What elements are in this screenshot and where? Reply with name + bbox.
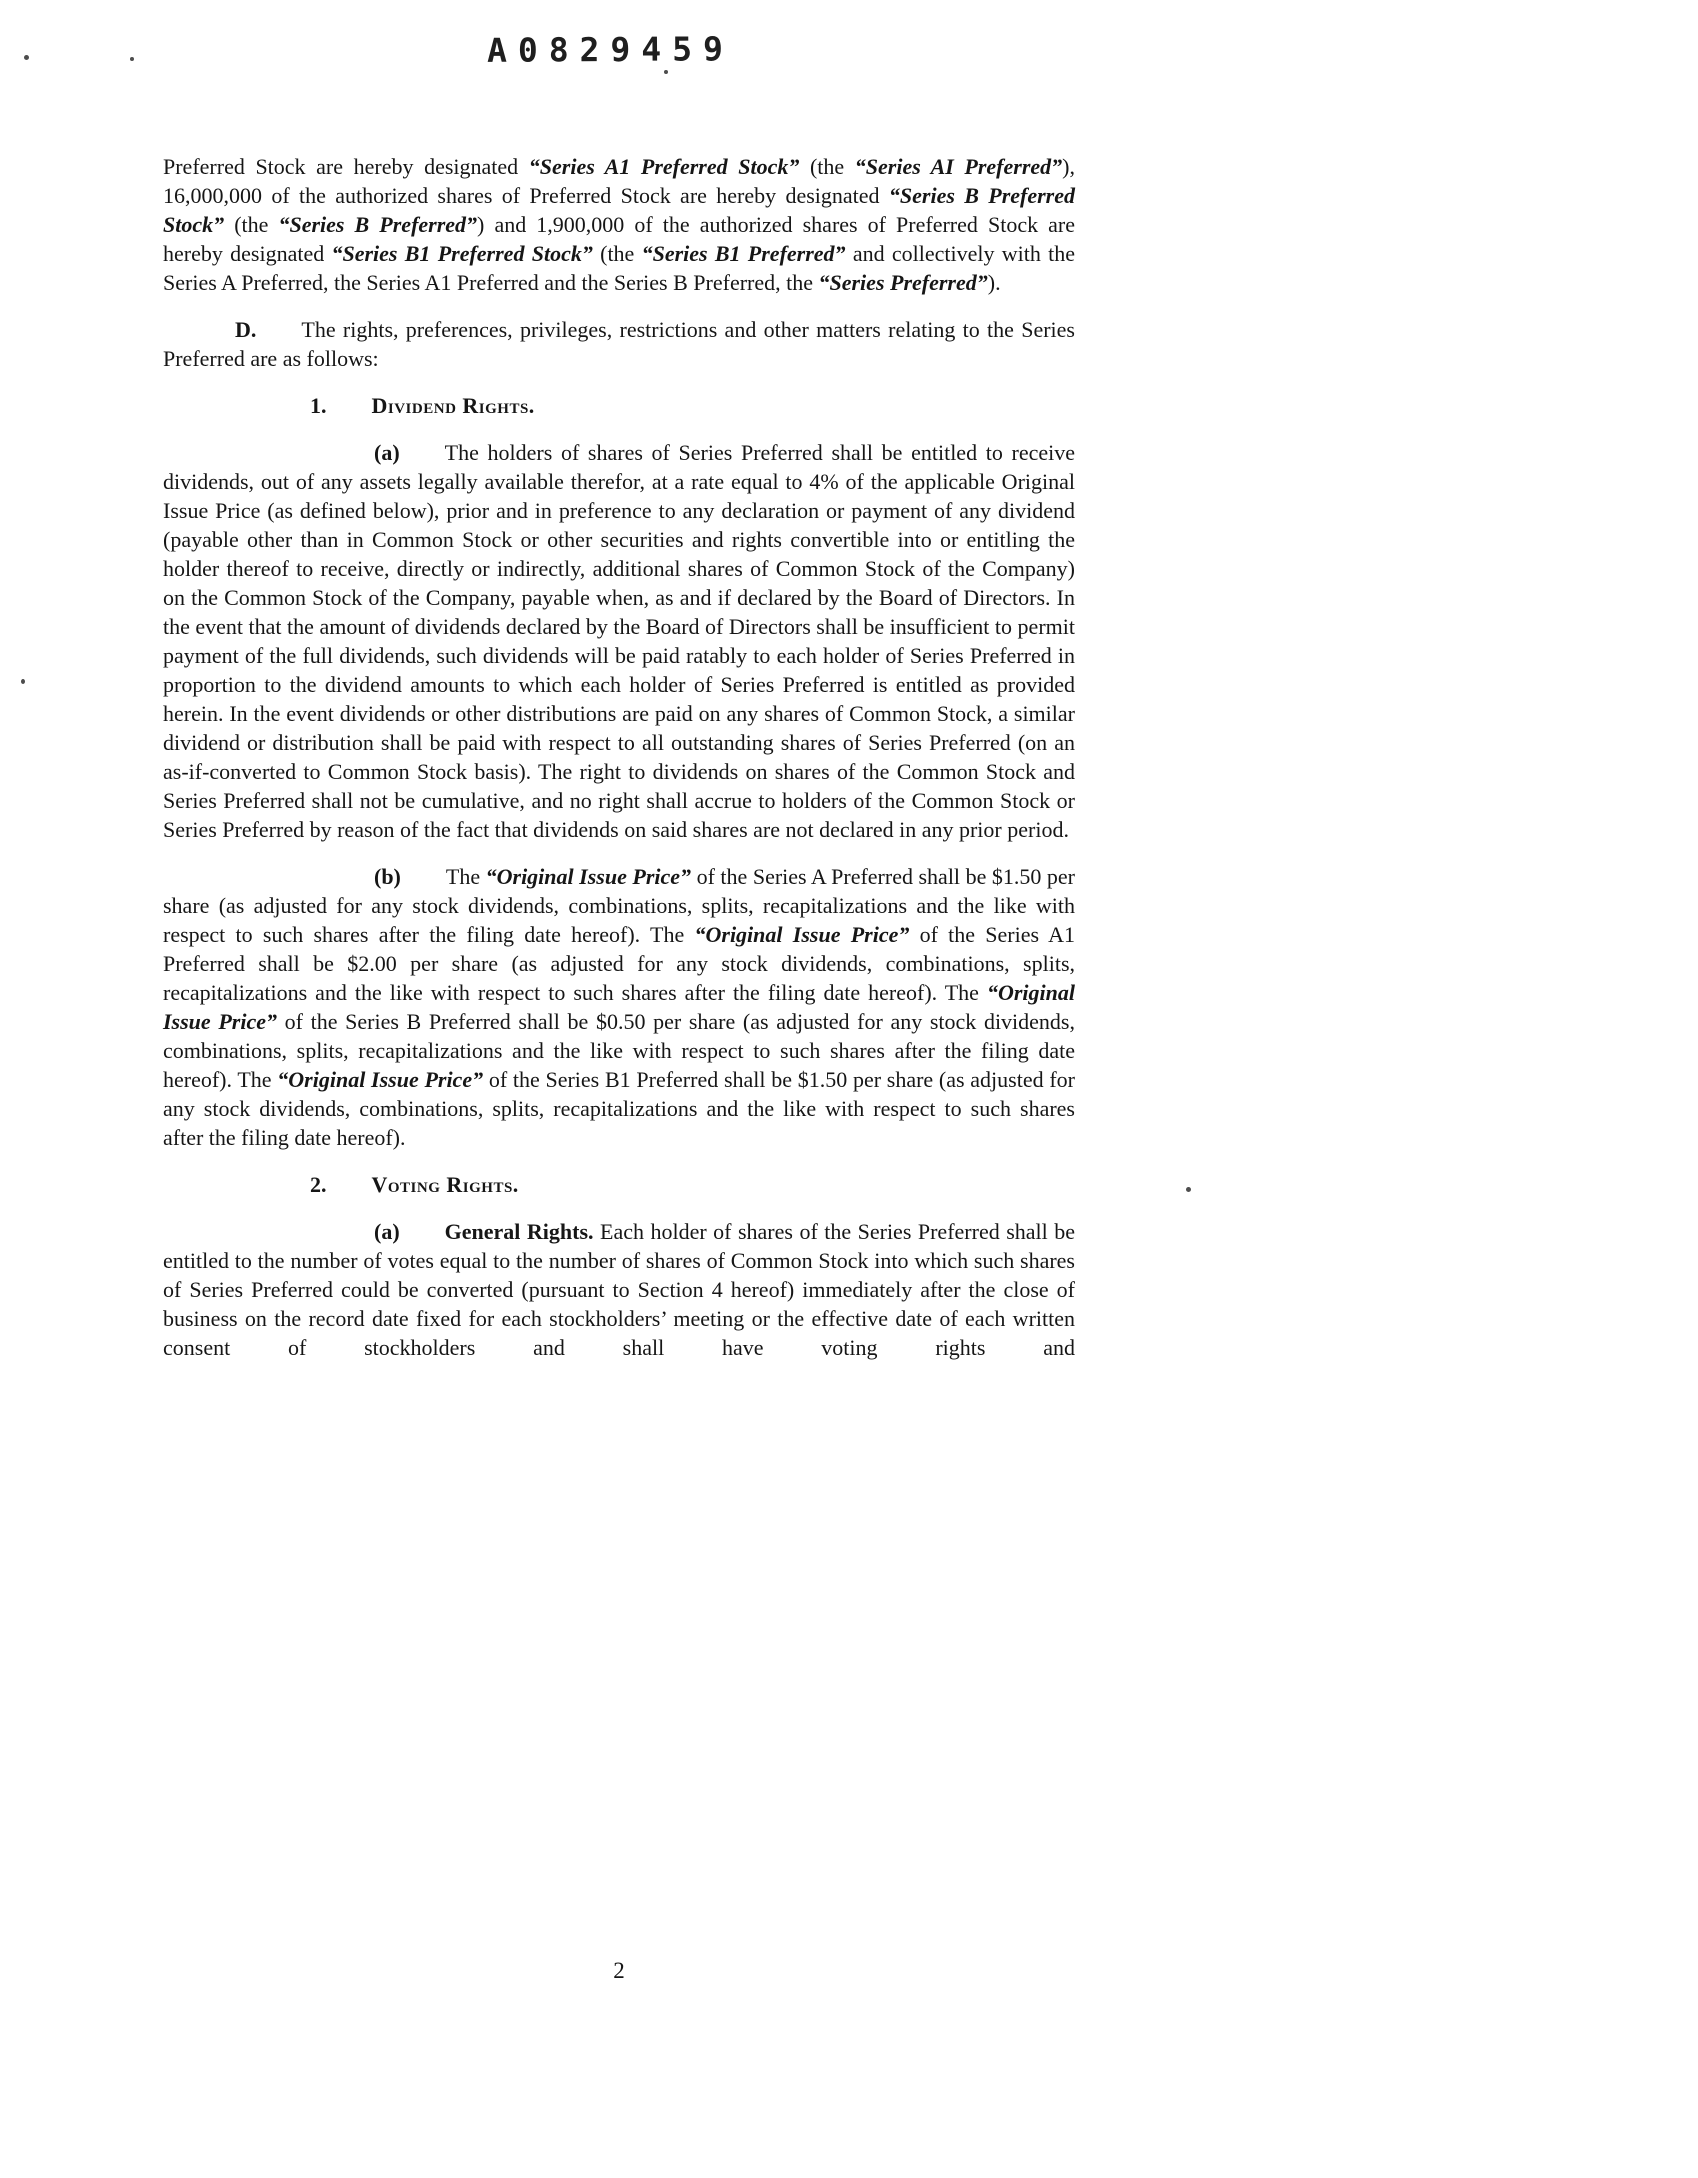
- document-body: [163, 152, 1075, 1380]
- scan-artifact-dot: [130, 57, 134, 61]
- scan-artifact-dot: [1186, 1187, 1191, 1192]
- document-id-stamp: A0829459: [486, 29, 735, 70]
- scan-artifact-dot: [664, 70, 668, 74]
- heading-voting-rights: 2. Voting Rights.: [310, 1172, 519, 1197]
- scan-artifact-dot: [21, 679, 25, 684]
- paragraph-original-issue-price-b: (b) The “Original Issue Price” of the Series A Preferred shall be $1.50 per share (as adjusted for any stock dividends, combinations, splits, recapitalizations and the like with respect to such shares after the filing date hereof). The “Original Issue Price” of the Series A1 Preferred shall be $2.00 per share (as adjusted for any stock dividends, combinations, splits, recapitalizations and the like with respect to such shares after the filing date hereof). The “Original Issue Price” of the Series B Preferred shall be $0.50 per share (as adjusted for any stock dividends, combinations, splits, recapitalizations and the like with respect to such shares after the filing date hereof). The “Original Issue Price” of the Series B1 Preferred shall be $1.50 per share (as adjusted for any stock dividends, combinations, splits, recapitalizations and the like with respect to such shares after the filing date hereof).: [163, 864, 1075, 1150]
- scan-artifact-dot: [24, 55, 29, 60]
- paragraph-dividend-rights-a: (a) The holders of shares of Series Preferred shall be entitled to receive dividends, out of any assets legally available therefor, at a rate equal to 4% of the applicable Original Issue Price (as defined below), prior and in preference to any declaration or payment of any dividend (payable other than in Common Stock or other securities and rights convertible into or entitling the holder thereof to receive, directly or indirectly, additional shares of Common Stock of the Company) on the Common Stock of the Company, payable when, as and if declared by the Board of Directors. In the event that the amount of dividends declared by the Board of Directors shall be insufficient to permit payment of the full dividends, such dividends will be paid ratably to each holder of Series Preferred in proportion to the dividend amounts to which each holder of Series Preferred is entitled as provided herein. In the event dividends or other distributions are paid on any shares of Common Stock, a similar dividend or distribution shall be paid with respect to all outstanding shares of Series Preferred (on an as-if-converted to Common Stock basis). The right to dividends on shares of the Common Stock and Series Preferred shall not be cumulative, and no right shall accrue to holders of the Common Stock or Series Preferred by reason of the fact that dividends on said shares are not declared in any prior period.: [163, 440, 1075, 842]
- paragraph-series-designations: Preferred Stock are hereby designated “Series A1 Preferred Stock” (the “Series AI Preferred”), 16,000,000 of the authorized shares of Preferred Stock are hereby designated “Series B Preferred Stock” (the “Series B Preferred”) and 1,900,000 of the authorized shares of Preferred Stock are hereby designated “Series B1 Preferred Stock” (the “Series B1 Preferred” and collectively with the Series A Preferred, the Series A1 Preferred and the Series B Preferred, the “Series Preferred”).: [163, 154, 1076, 295]
- paragraph-section-d: D. The rights, preferences, privileges, restrictions and other matters relating to the Series Preferred are as follows:: [163, 317, 1075, 371]
- page-number: 2: [613, 1958, 625, 1983]
- heading-dividend-rights: 1. Dividend Rights.: [310, 393, 535, 418]
- paragraph-voting-general-rights-a: (a) General Rights. Each holder of shares of the Series Preferred shall be entitled to the number of votes equal to the number of shares of Common Stock into which such shares of Series Preferred could be converted (pursuant to Section 4 hereof) immediately after the close of business on the record date fixed for each stockholders’ meeting or the effective date of each written consent of stockholders and shall have voting rights and: [163, 1219, 1075, 1360]
